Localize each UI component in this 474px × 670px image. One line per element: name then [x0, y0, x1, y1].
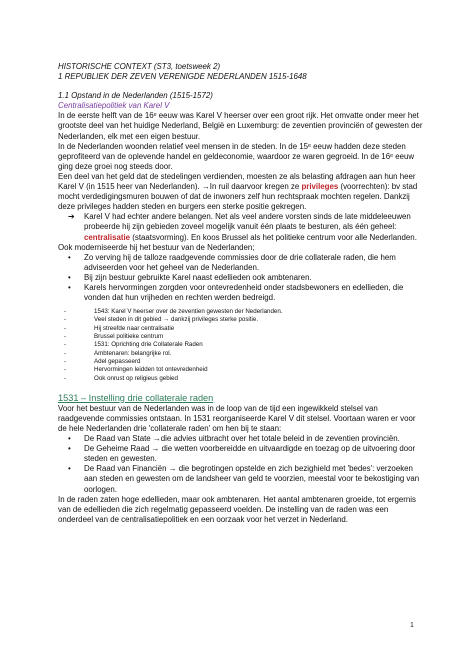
arrow-icon: →	[152, 434, 161, 444]
page-number: 1	[410, 622, 414, 629]
list-item: • De Raad van State →die advies uitbracht over het totale beleid in de zeventien provinciën.	[68, 434, 400, 444]
list-item-text: Bij zijn bestuur gebruikte Karel naast edellieden ook ambtenaren.	[84, 272, 312, 282]
paragraph-4: Ook moderniseerde hij het bestuur van de Nederlanden;	[58, 242, 255, 252]
highlight-centralisatie: centralisatie	[84, 232, 131, 242]
summary-item: - Ambtenaren: belangrijke rol.	[64, 349, 172, 357]
arrow-list	[58, 212, 424, 242]
raden-list	[58, 434, 424, 495]
subsection-heading: Centralisatiepolitiek van Karel V	[58, 101, 170, 111]
paragraph-2: In de Nederlanden woonden relatief veel mensen in de steden. In de 15ᵉ eeuw hadden deze steden geprofiteerd van de oplevende handel en geldeconomie, waardoor ze waren gegroeid. In de 16ᵉ eeuw ging deze groei nog steeds door.	[58, 141, 415, 171]
summary-item: - Veel steden in dit gebied → dankzij privileges sterke positie.	[64, 316, 259, 324]
paragraph-1531-1: Voor het bestuur van de Nederlanden was in de loop van de tijd een ingewikkeld stelsel van raadgevende commissies ontstaan. In 1531 reorganiseerde Karel V dit stelsel. Voortaan waren er voor de hele Nederlanden drie 'collaterale raden' om hen bij te staan:	[58, 403, 416, 434]
bullet-icon: •	[68, 444, 71, 454]
bullet-list	[58, 253, 424, 303]
paragraph-3	[58, 172, 424, 212]
summary-item: - 1543: Karel V heerser over de zeventien gewesten der Nederlanden.	[64, 308, 283, 316]
bullet-icon: •	[68, 252, 71, 262]
paragraph-1: In de eerste helft van de 16ᵉ eeuw was Karel V heerser over een groot rijk. Het omvatte onder meer het grootste deel van het huidige Nederland, België en Luxemburg: de zeventien provinciën of gewesten der Nederlanden, elk met een eigen bestuur.	[58, 111, 423, 141]
arrow-list-item	[58, 212, 424, 242]
arrow-bullet-icon: ➔	[68, 212, 75, 222]
bullet-icon: •	[68, 434, 71, 444]
arrow-item-text-b: (staatsvorming). En koos Brussel als het politieke centrum voor alle Nederlanden.	[130, 232, 417, 242]
list-item	[58, 283, 424, 303]
paragraph-1531-2: In de raden zaten hoge edellieden, maar ook ambtenaren. Het aantal ambtenaren groeide, tot ergernis van de edellieden die zich regelmatig gepasseerd voelden. De instelling van de raden was een onderdeel van de centralisatiepolitiek en een oorzaak voor het verzet in Nederland.	[58, 494, 416, 524]
summary-item: - Ook onrust op religieus gebied	[64, 374, 178, 382]
summary-list	[64, 308, 424, 383]
arrow-icon: →	[168, 464, 177, 474]
highlight-privileges: privileges	[301, 182, 339, 192]
chapter-title: 1 REPUBLIEK DER ZEVEN VERENIGDE NEDERLANDEN 1515-1648	[58, 72, 307, 82]
arrow-icon: →	[151, 444, 160, 454]
arrow-item-text-a: Karel V had echter andere belangen. Net als veel andere vorsten sinds de late middeleeuwen probeerde hij zijn gebieden zoveel mogelijk vanuit één plaats te besturen, als één geheel:	[84, 212, 411, 232]
paragraph-3-text-b: In ruil daarvoor kregen ze	[209, 182, 302, 192]
document-title: HISTORISCHE CONTEXT (ST3, toetsweek 2)	[58, 62, 221, 71]
list-item-text: Karels hervormingen zorgden voor ontevredenheid onder stadsbewoners en edellieden, die vonden dat hun vrijheden en rechten werden bedreigd.	[84, 282, 404, 303]
summary-item: - Hervormingen leidden tot ontevredenheid	[64, 366, 208, 374]
bullet-icon: •	[68, 272, 71, 282]
list-item: • De Raad van Financiën → die begrotingen opstelde en zich bezighield met 'bedes': verzoeken aan steden en gewesten om de landsheer van geld te voorzien, meestal voor te bekostiging van oorlogen.	[68, 464, 420, 494]
document-content	[58, 62, 424, 525]
list-item	[58, 273, 424, 283]
section-heading-1531[interactable]: 1531 – Instelling drie collaterale raden	[58, 392, 214, 403]
arrow-icon: →	[201, 182, 210, 192]
paragraph-3-text-c: (voorrechten): bv stad mocht verdedigingsmuren bouwen of dat de inwoners zelf hun rechtspraak mochten regelen. Dankzij deze privileges hadden steden en burgers een sterke positie gekregen.	[58, 182, 418, 212]
summary-item: - Adel gepasseerd	[64, 357, 141, 365]
summary-item: - Brussel politieke centrum	[64, 333, 164, 341]
bullet-icon: •	[68, 464, 71, 474]
list-item-text: Zo verving hij de talloze raadgevende commissies door de drie collaterale raden, die hem adviseerden voor het geheel van de Nederlanden.	[84, 252, 396, 272]
summary-item: - Hij streefde naar centralisatie	[64, 324, 175, 332]
summary-item: - 1531: Oprichting drie Collaterale Raden	[64, 341, 203, 349]
bullet-icon: •	[68, 282, 71, 292]
list-item: • De Geheime Raad → die wetten voorbereidde en uitvaardigde en toezag op de uitvoering door steden en gewesten.	[68, 444, 416, 464]
list-item	[58, 253, 424, 273]
paragraph-3-text-a: Een deel van het geld dat de stedelingen verdienden, moesten ze als belasting afdragen aan hun heer Karel V (in 1515 heer van Nederlanden).	[58, 171, 416, 192]
section-heading: 1.1 Opstand in de Nederlanden (1515-1572)	[58, 91, 213, 101]
